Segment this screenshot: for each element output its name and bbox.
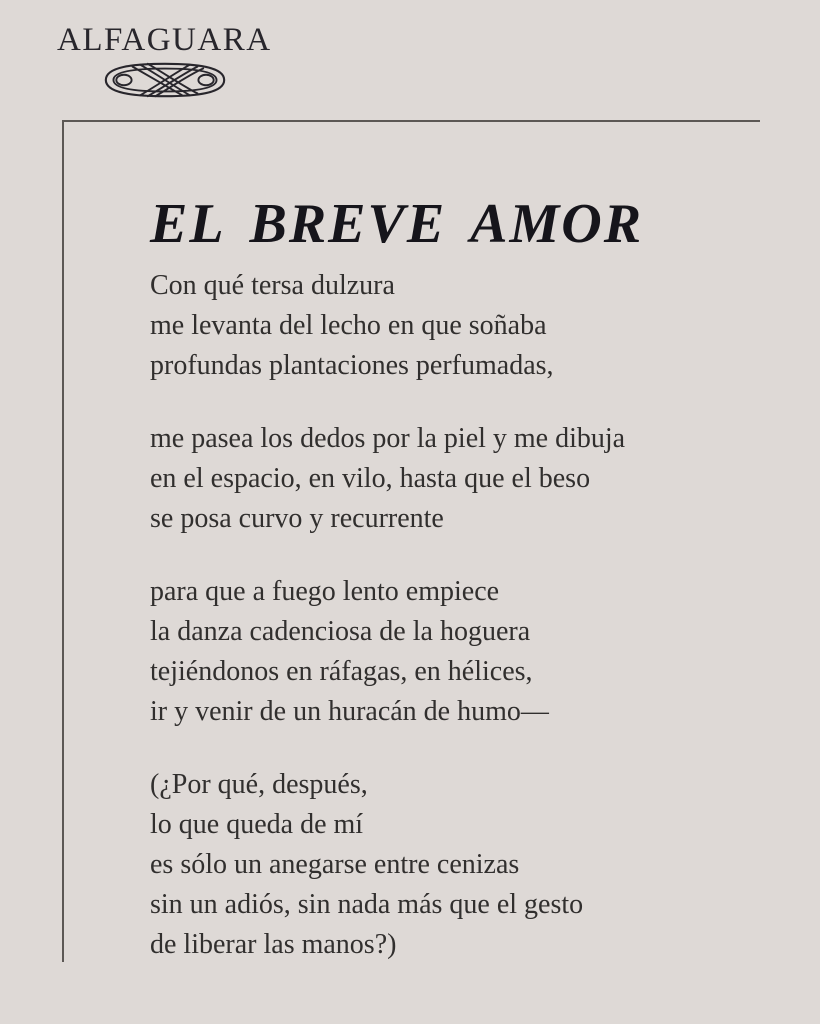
stanza-1 — [150, 266, 770, 386]
poem-line: para que a fuego lento empiece — [150, 576, 500, 607]
poem-line: profundas plantaciones perfumadas, — [150, 350, 554, 381]
poem-line: lo que queda de mí — [150, 809, 364, 840]
interlaced-knot-flourish-icon — [97, 59, 233, 101]
stanza-3 — [150, 572, 770, 732]
poem-body — [150, 266, 770, 965]
stanza-4 — [150, 765, 770, 965]
poem-line: en el espacio, en vilo, hasta que el beso — [150, 463, 591, 494]
poem-line: sin un adiós, sin nada más que el gesto — [150, 889, 584, 920]
poem-content — [150, 193, 770, 998]
poem-line: (¿Por qué, después, — [150, 769, 368, 800]
stanza-2 — [150, 419, 770, 539]
poem-title: EL BREVE AMOR — [150, 193, 644, 255]
poem-line: la danza cadenciosa de la hoguera — [150, 616, 531, 647]
poem-line: ir y venir de un huracán de humo— — [150, 696, 549, 727]
poem-line: me pasea los dedos por la piel y me dibuja — [150, 423, 626, 454]
poem-line: tejiéndonos en ráfagas, en hélices, — [150, 656, 533, 687]
poem-line: Con qué tersa dulzura — [150, 270, 395, 301]
poem-line: de liberar las manos?) — [150, 929, 397, 960]
poem-line: es sólo un anegarse entre cenizas — [150, 849, 520, 880]
publisher-wordmark: ALFAGUARA — [57, 22, 272, 58]
poem-line: se posa curvo y recurrente — [150, 503, 444, 534]
poem-line: me levanta del lecho en que soñaba — [150, 310, 547, 341]
publisher-logo — [57, 24, 272, 101]
